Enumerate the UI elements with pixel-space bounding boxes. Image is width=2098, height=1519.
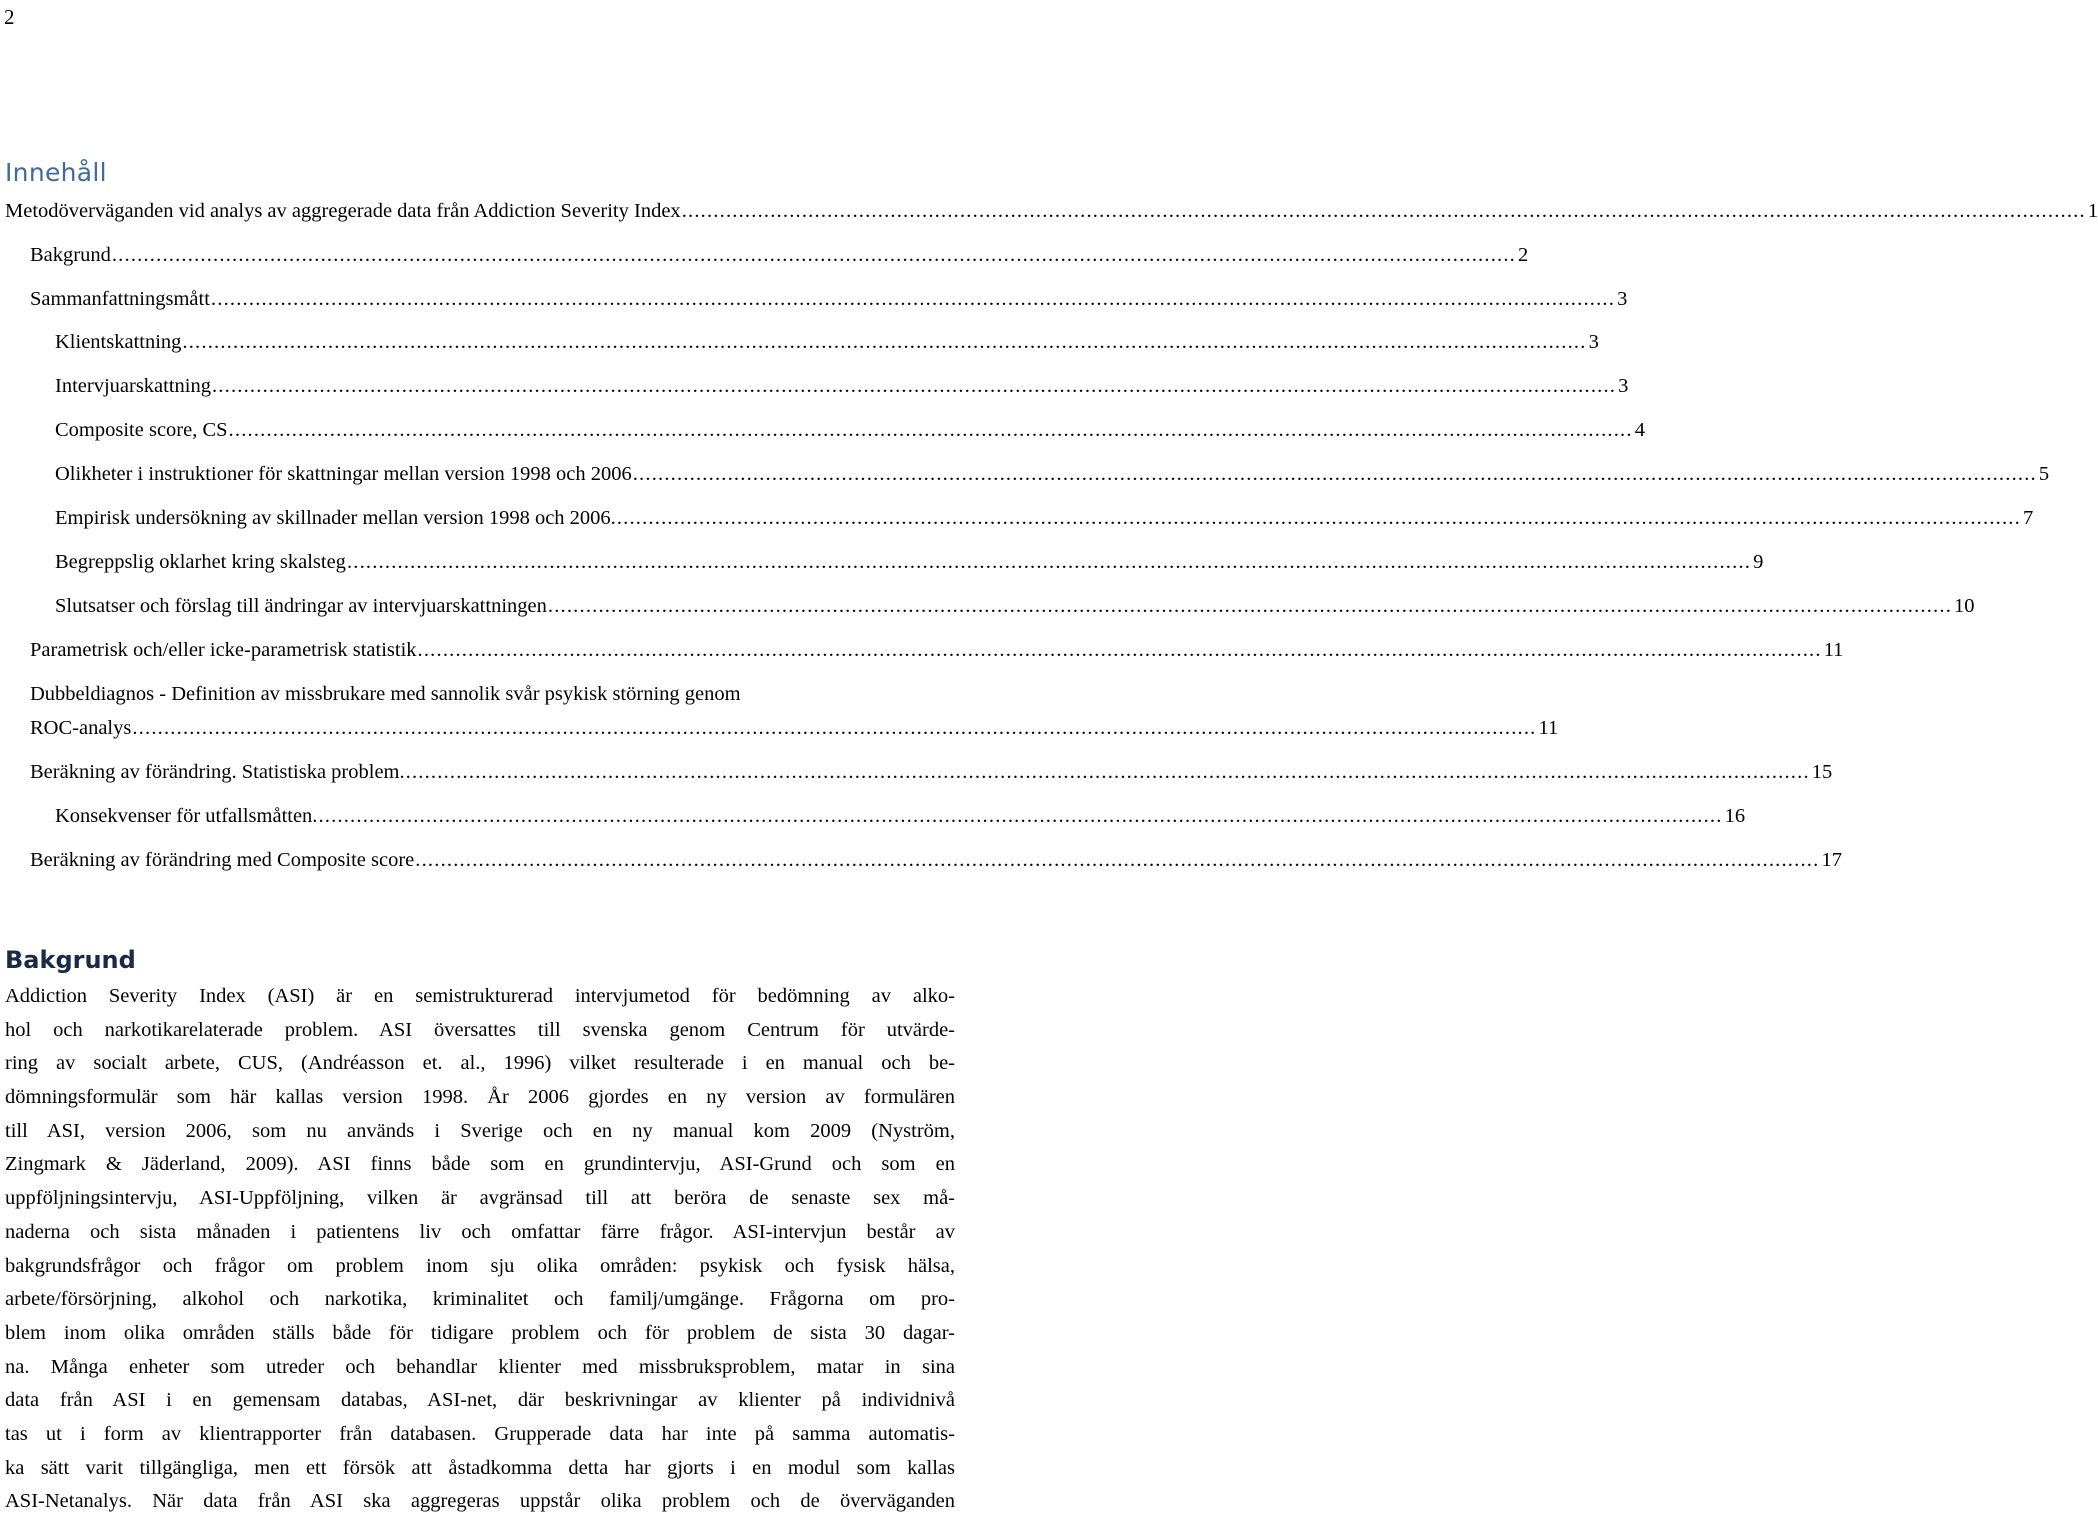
page-number: 2: [4, 5, 15, 29]
toc-entry-page: 3: [1618, 375, 1629, 397]
toc-entry-metodovervaganden[interactable]: [5, 196, 2098, 226]
section-heading-bakgrund: Bakgrund: [5, 946, 136, 974]
toc-entry-sammanfattningsmatt[interactable]: [30, 284, 1628, 314]
toc-leader-dots: ..............................................................................................................................................................................................................................: [417, 639, 1822, 661]
toc-entry-page: 7: [2022, 507, 2034, 529]
paragraph-line: tas ut i form av klientrapporter från databasen. Grupperade data har inte på samma automatis-: [5, 1422, 955, 1445]
toc-leader-dots: ..............................................................................................................................................................................................................................: [547, 595, 1953, 617]
toc-entry-begreppslig-oklarhet[interactable]: [55, 547, 1764, 577]
paragraph-line: naderna och sista månaden i patientens liv och omfattar färre frågor. ASI-intervjun består av: [5, 1220, 955, 1243]
toc-entry-title: Sammanfattningsmått: [30, 288, 210, 310]
toc-entry-page: 9: [1753, 551, 1764, 573]
toc-entry-page: 5: [2038, 463, 2050, 485]
toc-entry-page: 2: [1518, 244, 1529, 266]
toc-entry-berakning-composite-score[interactable]: [30, 845, 1842, 875]
toc-entry-title: Empirisk undersökning av skillnader mellan version 1998 och 2006.: [55, 507, 616, 529]
toc-entry-title: Beräkning av förändring. Statistiska problem.: [30, 761, 405, 783]
paragraph-line: ka sätt varit tillgängliga, men ett försök att åstadkomma detta har gjorts i en modul som kallas: [5, 1456, 955, 1479]
toc-entry-page: 3: [1588, 331, 1599, 353]
toc-entry-dubbeldiagnos[interactable]: [30, 713, 1559, 743]
toc-entry-title: Parametrisk och/eller icke-parametrisk statistik: [30, 639, 417, 661]
toc-leader-dots: ..............................................................................................................................................................................................................................: [211, 375, 1617, 397]
toc-leader-dots: ..............................................................................................................................................................................................................................: [346, 551, 1752, 573]
toc-entry-page: 3: [1617, 288, 1628, 310]
toc-entry-page: 15: [1811, 761, 1833, 783]
toc-entry-page: 16: [1724, 805, 1746, 827]
paragraph-line: blem inom olika områden ställs både för tidigare problem och för problem de sista 30 dagar-: [5, 1321, 955, 1344]
toc-entry-title: Konsekvenser för utfallsmåtten.: [55, 805, 318, 827]
toc-leader-dots: ..............................................................................................................................................................................................................................: [318, 805, 1723, 827]
toc-entry-parametrisk[interactable]: [30, 635, 1844, 665]
toc-entry-title: Intervjuarskattning: [55, 375, 211, 397]
toc-entry-page: 10: [1954, 595, 1975, 617]
paragraph-line: hol och narkotikarelaterade problem. ASI översattes till svenska genom Centrum för utvärde-: [5, 1018, 955, 1041]
toc-entry-empirisk-undersokning[interactable]: [55, 503, 2034, 533]
paragraph-line: bakgrundsfrågor och frågor om problem inom sju olika områden: psykisk och fysisk hälsa,: [5, 1254, 955, 1277]
toc-entry-konsekvenser[interactable]: [55, 801, 1746, 831]
toc-heading: Innehåll: [5, 158, 107, 187]
paragraph-line: Addiction Severity Index (ASI) är en semistrukturerad intervjumetod för bedömning av alko-: [5, 985, 955, 1007]
toc-entry-title: Begreppslig oklarhet kring skalsteg: [55, 551, 346, 573]
toc-entry-intervjuarskattning[interactable]: [55, 371, 1629, 401]
toc-entry-title: Bakgrund: [30, 244, 111, 266]
toc-leader-dots: ..............................................................................................................................................................................................................................: [132, 717, 1537, 739]
toc-leader-dots: ..............................................................................................................................................................................................................................: [182, 331, 1587, 353]
toc-entry-slutsatser[interactable]: [55, 591, 1975, 621]
toc-entry-page: 17: [1821, 849, 1842, 871]
toc-entry-title: Olikheter i instruktioner för skattningar mellan version 1998 och 2006: [55, 463, 632, 485]
toc-leader-dots: ..............................................................................................................................................................................................................................: [111, 244, 1517, 266]
toc-entry-title: Composite score, CS: [55, 419, 228, 441]
toc-entry-bakgrund[interactable]: [30, 240, 1529, 270]
toc-leader-dots: ..............................................................................................................................................................................................................................: [415, 849, 1820, 871]
toc-leader-dots: ..............................................................................................................................................................................................................................: [616, 507, 2021, 529]
body-paragraph: [5, 980, 955, 1519]
toc-leader-dots: ..............................................................................................................................................................................................................................: [228, 419, 1633, 441]
toc-entry-klientskattning[interactable]: [55, 327, 1599, 357]
paragraph-line: till ASI, version 2006, som nu används i Sverige och en ny manual kom 2009 (Nyström,: [5, 1119, 955, 1142]
toc-entry-berakning-av-forandring[interactable]: [30, 757, 1833, 787]
toc-entry-title: ROC-analys: [30, 717, 132, 739]
paragraph-line: uppföljningsintervju, ASI-Uppföljning, vilken är avgränsad till att beröra de senaste sex må-: [5, 1187, 955, 1210]
paragraph-line: Zingmark & Jäderland, 2009). ASI finns både som en grundintervju, ASI-Grund och som en: [5, 1153, 955, 1176]
paragraph-line: ASI-Netanalys. När data från ASI ska aggregeras uppstår olika problem och de överväganden: [5, 1490, 955, 1513]
paragraph-line: na. Många enheter som utreder och behandlar klienter med missbruksproblem, matar in sina: [5, 1355, 955, 1378]
toc-entry-title: Slutsatser och förslag till ändringar av intervjuarskattningen: [55, 595, 547, 617]
toc-entry-olikheter[interactable]: [55, 459, 2050, 489]
toc-entry-title: Metodöverväganden vid analys av aggregerade data från Addiction Severity Index: [5, 200, 681, 222]
toc-leader-dots: ..............................................................................................................................................................................................................................: [405, 761, 1810, 783]
toc-entry-title: Klientskattning: [55, 331, 182, 353]
toc-leader-dots: ..............................................................................................................................................................................................................................: [681, 200, 2086, 222]
paragraph-line: data från ASI i en gemensam databas, ASI-net, där beskrivningar av klienter på individnivå: [5, 1389, 955, 1412]
toc-leader-dots: ..............................................................................................................................................................................................................................: [632, 463, 2037, 485]
toc-entry-page: 4: [1634, 419, 1645, 441]
toc-entry-page: 1: [2087, 200, 2098, 222]
toc-entry-page: 11: [1538, 717, 1559, 739]
toc-entry-page: 11: [1823, 639, 1844, 661]
toc-entry-composite-score[interactable]: [55, 415, 1645, 445]
paragraph-line: ring av socialt arbete, CUS, (Andréasson et. al., 1996) vilket resulterade i en manual och be-: [5, 1052, 955, 1075]
toc-entry-title: Beräkning av förändring med Composite score: [30, 849, 415, 871]
toc-leader-dots: ..............................................................................................................................................................................................................................: [210, 288, 1616, 310]
toc-entry-dubbeldiagnos-line1[interactable]: Dubbeldiagnos - Definition av missbrukare med sannolik svår psykisk störning genom: [30, 683, 741, 705]
paragraph-line: dömningsformulär som här kallas version 1998. År 2006 gjordes en ny version av formulären: [5, 1086, 955, 1109]
paragraph-line: arbete/försörjning, alkohol och narkotika, kriminalitet och familj/umgänge. Frågorna om pro-: [5, 1288, 955, 1311]
